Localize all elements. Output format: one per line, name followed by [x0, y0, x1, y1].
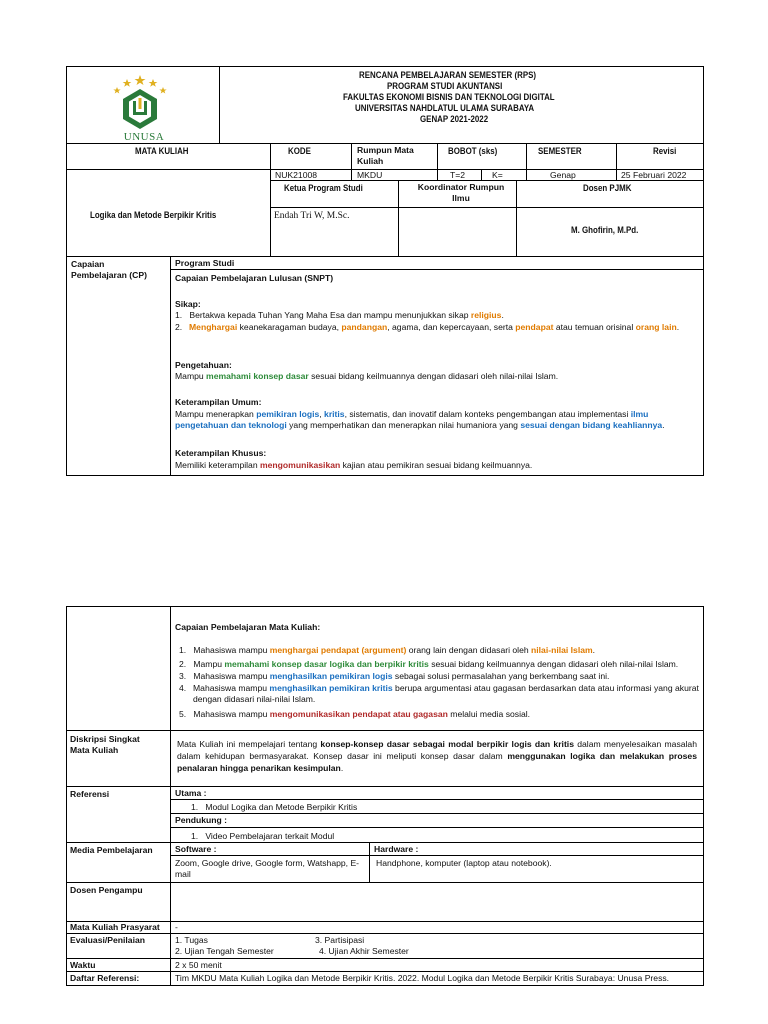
referensi-pendukung-cell: Pendukung : [170, 813, 704, 828]
doc-title-4: UNIVERSITAS NAHDLATUL ULAMA SURABAYA [355, 103, 535, 113]
pengetahuan-title: Pengetahuan: [175, 360, 232, 370]
pengetahuan-text: Mampu memahami konsep dasar sesuai bidang keilmuannya dengan didasari oleh nilai-nilai Islam. [175, 371, 559, 381]
logo-text: UNUSA [123, 131, 165, 143]
referensi-label-cell: Referensi [66, 786, 171, 843]
cpmk-item-2: 2. Mampu memahami konsep dasar logika dan berpikir kritis sesuai bidang keilmuannya dengan didasari oleh nilai-nilai Islam. [179, 659, 679, 669]
cpmk-item-3: 3. Mahasiswa mampu menghasilkan pemikiran logis sebagai solusi permasalahan yang berkembang saat ini. [179, 671, 610, 681]
th-kode: KODE [270, 143, 352, 170]
daftar-label-cell: Daftar Referensi: [66, 971, 171, 986]
dosen-pengampu-label-cell: Dosen Pengampu [66, 882, 171, 922]
referensi-utama-item-cell: 1. Modul Logika dan Metode Berpikir Kritis [170, 799, 704, 814]
td-bobot-t: T=2 [437, 169, 482, 181]
th-revisi: Revisi [616, 143, 704, 170]
th-ketua: Ketua Program Studi [270, 180, 399, 208]
ketrampilan-khusus-text: Memiliki keterampilan mengomunikasikan kajian atau pemikiran sesuai bidang keilmuannya. [175, 460, 533, 470]
td-koordinator [398, 207, 517, 257]
media-hardware-value: Handphone, komputer (laptop atau notebook). [369, 855, 704, 883]
cp-label-cell: Capaian Pembelajaran (CP) [66, 256, 171, 476]
waktu-label-cell: Waktu [66, 958, 171, 972]
td-ketua: Endah Tri W, M.Sc. [270, 207, 399, 257]
ketrampilan-umum-title: Keterampilan Umum: [175, 397, 262, 407]
prasyarat-value-cell: - [170, 921, 704, 934]
deskripsi-label-cell: Diskripsi Singkat Mata Kuliah [66, 730, 171, 787]
logo-cell [66, 66, 220, 144]
doc-title-1: RENCANA PEMBELAJARAN SEMESTER (RPS) [359, 70, 537, 80]
sikap-item-1: 1. Bertakwa kepada Tuhan Yang Maha Esa dan mampu menunjukkan sikap religius. [175, 310, 504, 320]
cpmk-item-1: 1. Mahasiswa mampu menghargai pendapat (argument) orang lain dengan didasari oleh nilai-nilai Islam. [179, 645, 596, 655]
td-revisi: 25 Februari 2022 [616, 169, 704, 181]
media-software-value: Zoom, Google drive, Google form, Watshapp, E-mail [170, 855, 370, 883]
dosen-pengampu-value-cell [170, 882, 704, 922]
snpt-title: Capaian Pembelajaran Lulusan (SNPT) [175, 273, 334, 283]
td-bobot-k: K= [481, 169, 527, 181]
referensi-utama-cell: Utama : [170, 786, 704, 800]
deskripsi-content-cell [170, 730, 704, 787]
td-kode: NUK21008 [270, 169, 352, 181]
sikap-item-2: 2. Menghargai keanekaragaman budaya, pandangan, agama, dan kepercayaan, serta pendapat atau temuan orisinal orang lain. [175, 322, 680, 332]
prasyarat-label-cell: Mata Kuliah Prasyarat [66, 921, 171, 934]
cp-program-studi-cell: Program Studi [170, 256, 704, 270]
doc-title-5: GENAP 2021-2022 [420, 114, 489, 124]
daftar-value-cell: Tim MKDU Mata Kuliah Logika dan Metode Berpikir Kritis. 2022. Modul Logika dan Metode Berpikir Kritis Surabaya: Unusa Press. [170, 971, 704, 986]
evaluasi-label-cell: Evaluasi/Penilaian [66, 933, 171, 959]
th-dosen-pjmk: Dosen PJMK [516, 180, 704, 208]
th-koordinator: Koordinator Rumpun Ilmu [398, 180, 517, 208]
td-dosen-pjmk: M. Ghofirin, M.Pd. [516, 207, 704, 257]
evaluasi-value-cell: 1. Tugas 2. Ujian Tengah Semester 3. Partisipasi 4. Ujian Akhir Semester [170, 933, 704, 959]
sikap-title: Sikap: [175, 299, 201, 309]
media-label-cell: Media Pembelajaran [66, 842, 171, 883]
cpmk-item-4: 4. Mahasiswa mampu menghasilkan pemikiran kritis berupa argumentasi atau gagasan berdasarkan data atau informasi yang akurat dengan didasari nilai-nilai Islam. [179, 683, 699, 704]
deskripsi-text: Mata Kuliah ini mempelajari tentang konsep-konsep dasar sebagai modal berpikir logis dan kritis dalam menyelesaikan masalah dalam kehidupan bermasyarakat. Konsep dasar ini meliputi konsep dasar dalam menggunakan logika dan melakukan proses penalaran hingga penarikan kesimpulan. [177, 739, 697, 773]
td-mata-kuliah: Logika dan Metode Berpikir Kritis [66, 169, 271, 257]
cpmk-title: Capaian Pembelajaran Mata Kuliah: [175, 622, 321, 632]
cpmk-label-cell [66, 606, 171, 731]
doc-title-2: PROGRAM STUDI AKUNTANSI [387, 81, 503, 91]
th-mata-kuliah: MATA KULIAH [66, 143, 271, 170]
ketrampilan-khusus-title: Keterampilan Khusus: [175, 448, 267, 458]
cpmk-content-cell [170, 606, 704, 731]
th-semester: SEMESTER [526, 143, 617, 170]
th-rumpun: Rumpun Mata Kuliah [351, 143, 438, 170]
cpmk-item-5: 5. Mahasiswa mampu mengomunikasikan pendapat atau gagasan melalui media sosial. [179, 709, 531, 719]
td-semester: Genap [526, 169, 617, 181]
td-rumpun: MKDU [351, 169, 438, 181]
cp-content-cell [170, 269, 704, 476]
media-hardware-head: Hardware : [369, 842, 704, 856]
th-bobot: BOBOT (sks) [437, 143, 527, 170]
media-software-head: Software : [170, 842, 370, 856]
title-cell [219, 66, 704, 144]
doc-title-3: FAKULTAS EKONOMI BISNIS DAN TEKNOLOGI DIGITAL [343, 92, 555, 102]
referensi-pendukung-item-cell: 1. Video Pembelajaran terkait Modul [170, 827, 704, 843]
waktu-value-cell: 2 x 50 menit [170, 958, 704, 972]
ketrampilan-umum-text: Mampu menerapkan pemikiran logis, kritis, sistematis, dan inovatif dalam konteks pengembangan atau implementasi ilmu pengetahuan dan teknologi yang memperhatikan dan menerapkan nilai humaniora yang sesuai dengan bidang keahliannya. [175, 409, 665, 430]
